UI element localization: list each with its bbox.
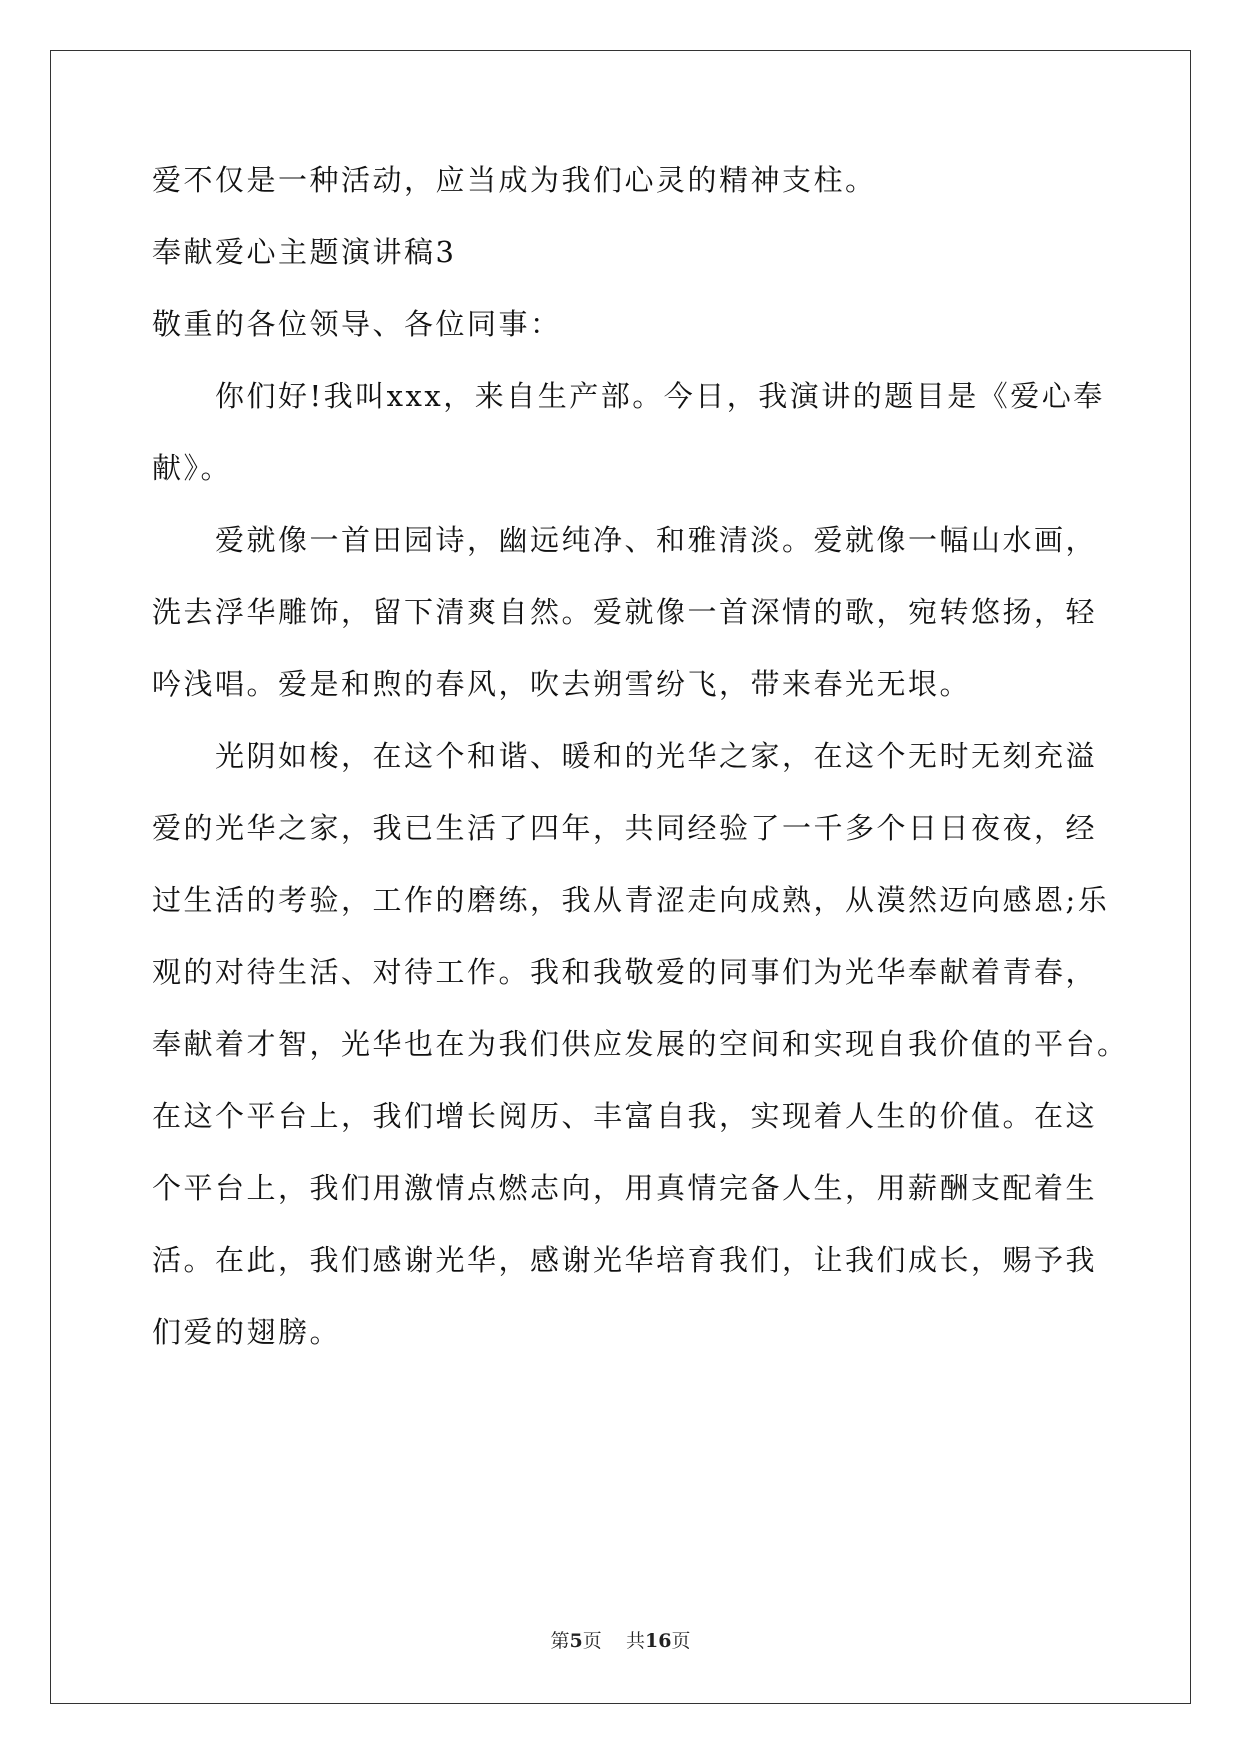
total-suffix: 页 bbox=[671, 1630, 691, 1652]
page-border bbox=[50, 50, 1191, 1704]
body-line: 过生活的考验，工作的磨练，我从青涩走向成熟，从漠然迈向感恩;乐 bbox=[152, 883, 1110, 917]
page-prefix: 第 bbox=[550, 1630, 570, 1652]
body-line: 爱的光华之家，我已生活了四年，共同经验了一千多个日日夜夜，经 bbox=[152, 811, 1098, 845]
body-line: 爱不仅是一种活动，应当成为我们心灵的精神支柱。 bbox=[152, 163, 877, 197]
body-line: 光阴如梭，在这个和谐、暖和的光华之家，在这个无时无刻充溢 bbox=[152, 739, 1098, 773]
salutation: 敬重的各位领导、各位同事： bbox=[152, 307, 562, 341]
page-footer bbox=[0, 1629, 1241, 1653]
body-line: 在这个平台上，我们增长阅历、丰富自我，实现着人生的价值。在这 bbox=[152, 1099, 1098, 1133]
body-line: 爱就像一首田园诗，幽远纯净、和雅清淡。爱就像一幅山水画， bbox=[152, 523, 1098, 557]
body-line: 献》。 bbox=[152, 451, 233, 485]
body-line: 你们好!我叫xxx，来自生产部。今日，我演讲的题目是《爱心奉 bbox=[152, 379, 1105, 413]
body-line: 奉献着才智，光华也在为我们供应发展的空间和实现自我价值的平台。 bbox=[152, 1027, 1129, 1061]
body-line: 活。在此，我们感谢光华，感谢光华培育我们，让我们成长，赐予我 bbox=[152, 1243, 1098, 1277]
body-line: 洗去浮华雕饰，留下清爽自然。爱就像一首深情的歌，宛转悠扬，轻 bbox=[152, 595, 1098, 629]
page-suffix: 页 bbox=[582, 1630, 602, 1652]
total-pages: 16 bbox=[644, 1630, 672, 1652]
page-number: 5 bbox=[569, 1630, 583, 1652]
body-line: 吟浅唱。爱是和煦的春风，吹去朔雪纷飞，带来春光无垠。 bbox=[152, 667, 972, 701]
body-line: 们爱的翅膀。 bbox=[152, 1315, 342, 1349]
body-line: 个平台上，我们用激情点燃志向，用真情完备人生，用薪酬支配着生 bbox=[152, 1171, 1098, 1205]
section-heading: 奉献爱心主题演讲稿3 bbox=[152, 235, 457, 269]
total-prefix: 共 bbox=[625, 1630, 645, 1652]
body-line: 观的对待生活、对待工作。我和我敬爱的同事们为光华奉献着青春， bbox=[152, 955, 1098, 989]
